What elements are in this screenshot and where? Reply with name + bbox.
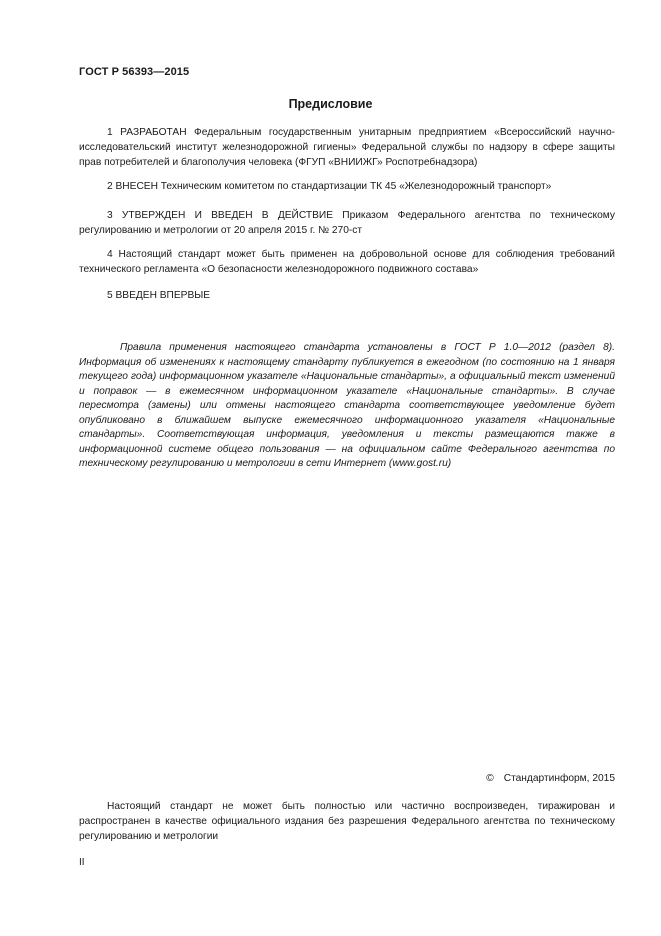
page-title: Предисловие: [288, 97, 373, 111]
copyright-line: [486, 773, 615, 784]
foreword-item-5: 5 ВВЕДЕН ВПЕРВЫЕ: [107, 290, 211, 301]
foreword-item-2: 2 ВНЕСЕН Техническим комитетом по стандартизации ТК 45 «Железнодорожный транспорт»: [107, 181, 552, 192]
foreword-item-4: 4 Настоящий стандарт может быть применен на добровольной основе для соблюдения требований технического регламента «О безопасности железнодорожного подвижного состава»: [79, 249, 615, 275]
reproduction-notice: Настоящий стандарт не может быть полностью или частично воспроизведен, тиражирован и распространен в качестве официального издания без разрешения Федерального агентства по техническому регулированию и метрологии: [79, 801, 615, 842]
page-number: II: [79, 857, 85, 868]
copyright-holder: Стандартинформ, 2015: [503, 773, 615, 784]
copyright-icon: ©: [486, 773, 494, 784]
foreword-item-1: 1 РАЗРАБОТАН Федеральным государственным унитарным предприятием «Всероссийский научно-исследовательский институт железнодорожной гигиены» Федеральной службы по надзору в сфере защиты прав потребителей и благополучия человека (ФГУП «ВНИИЖГ» Роспотребнадзора): [79, 127, 615, 168]
foreword-item-3: 3 УТВЕРЖДЕН И ВВЕДЕН В ДЕЙСТВИЕ Приказом Федерального агентства по техническому регулированию и метрологии от 20 апреля 2015 г. № 270-ст: [79, 210, 615, 236]
document-code: ГОСТ Р 56393—2015: [79, 66, 190, 78]
standard-usage-notice: Правила применения настоящего стандарта установлены в ГОСТ Р 1.0—2012 (раздел 8). Информация об изменениях к настоящему стандарту публикуется в ежегодном (по состоянию на 1 января текущего года) информационном указателе «Национальные стандарты», а официальный текст изменений и поправок — в ежемесячном информационном указателе «Национальные стандарты». В случае пересмотра (замены) или отмены настоящего стандарта соответствующее уведомление будет опубликовано в ближайшем выпуске ежемесячного информационного указателя «Национальные стандарты». Соответствующая информация, уведомления и тексты размещаются также в информационной системе общего пользования — на официальном сайте Федерального агентства по техническому регулированию и метрологии в сети Интернет (www.gost.ru): [79, 342, 615, 469]
